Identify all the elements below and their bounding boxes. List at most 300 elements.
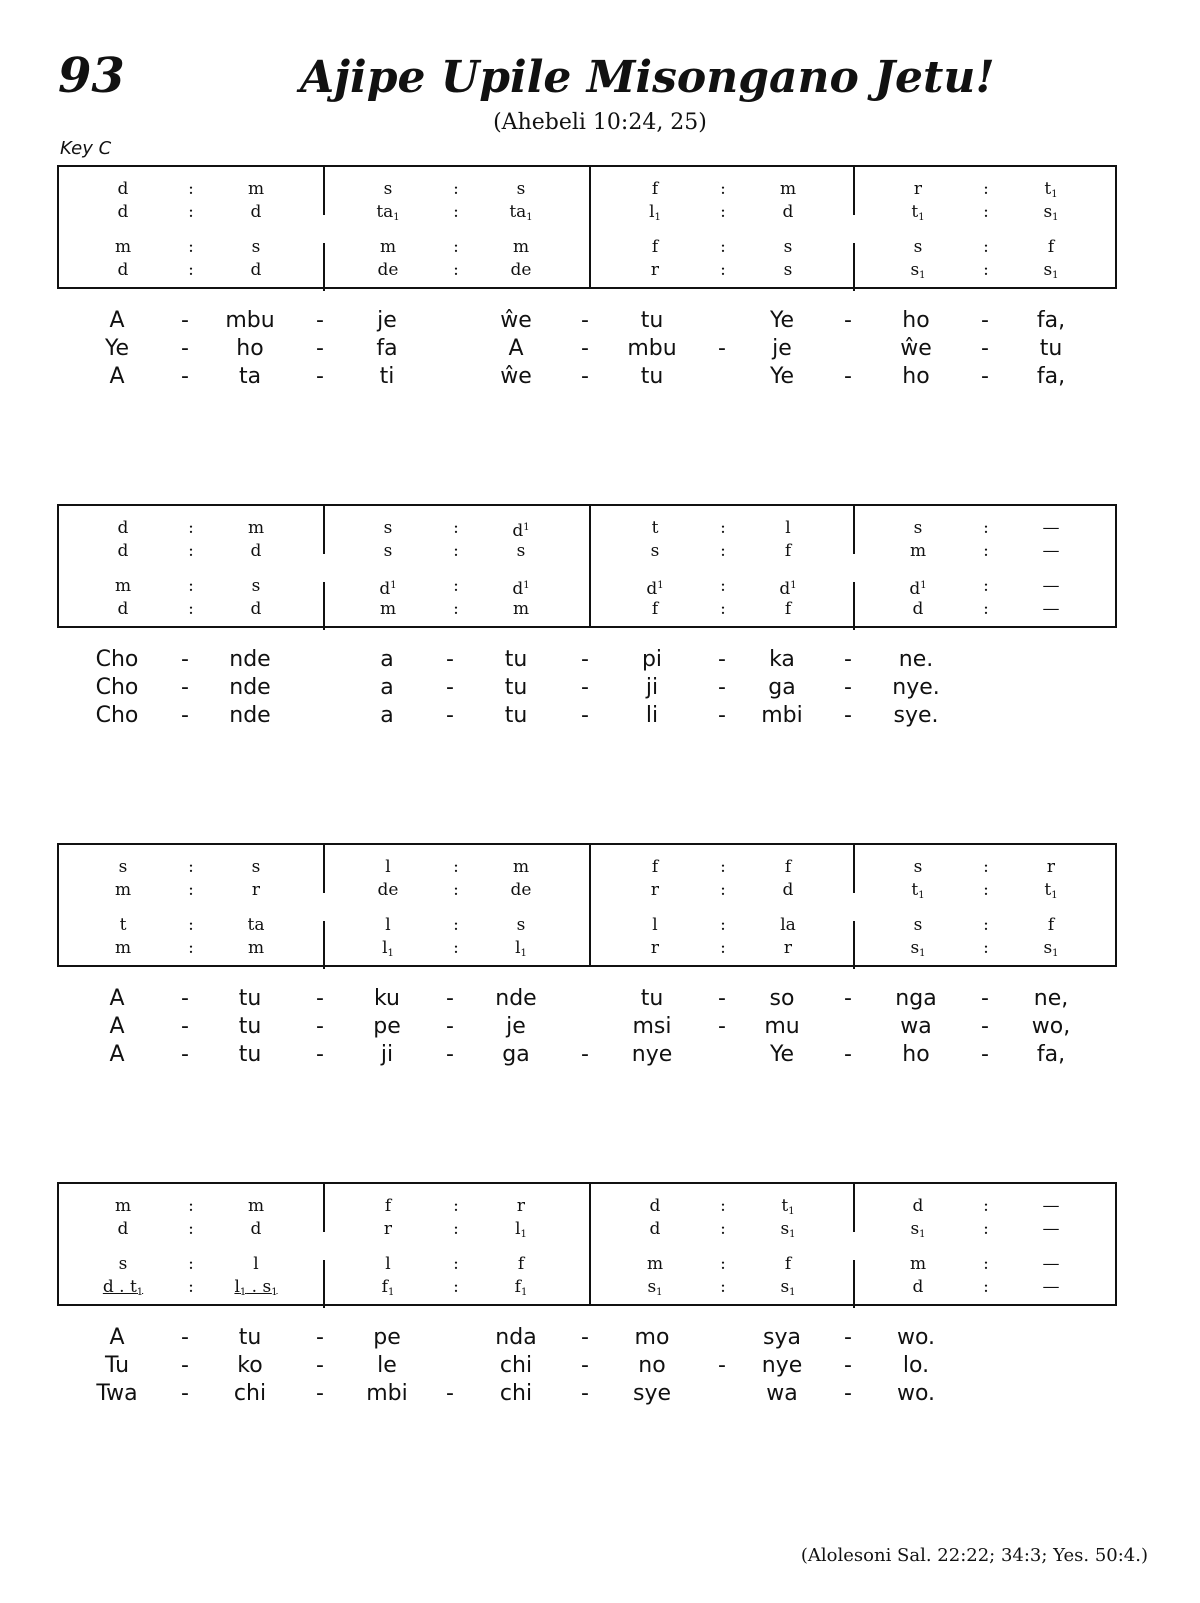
beat-separator: : xyxy=(983,1254,989,1274)
syllable-hyphen: - xyxy=(581,1325,589,1350)
lyric-syllable: A xyxy=(109,986,125,1011)
beat-separator: : xyxy=(188,1219,194,1239)
lyric-syllable: nde xyxy=(229,675,271,700)
note: — xyxy=(1042,1196,1060,1216)
note: $d^1$ xyxy=(512,521,530,541)
syllable-hyphen: - xyxy=(844,1353,852,1378)
lyric-syllable: chi xyxy=(233,1381,267,1406)
syllable-hyphen: - xyxy=(718,1014,726,1039)
note: d xyxy=(250,202,262,222)
lyric-syllable: sye. xyxy=(893,703,939,728)
lyric-syllable: mo xyxy=(634,1325,670,1350)
note: m xyxy=(512,237,530,257)
lyric-syllable: A xyxy=(109,1042,125,1067)
note: la xyxy=(780,915,796,935)
note: m xyxy=(247,179,265,199)
lyric-syllable: mbu xyxy=(225,308,275,333)
note: f xyxy=(1047,237,1055,257)
lyric-syllable: fa, xyxy=(1036,308,1066,333)
measure xyxy=(854,506,1119,626)
lyric-syllable: wo. xyxy=(896,1325,936,1350)
key-signature: Key C xyxy=(60,138,112,159)
measure xyxy=(324,845,589,965)
lyric-syllable: nye xyxy=(631,1042,673,1067)
syllable-hyphen: - xyxy=(718,336,726,361)
syllable-hyphen: - xyxy=(316,1325,324,1350)
note: m xyxy=(114,576,132,596)
note: $d^1$ xyxy=(379,579,397,599)
lyric-syllable: ji xyxy=(380,1042,394,1067)
note: s xyxy=(913,237,923,257)
beat-separator: : xyxy=(453,202,459,222)
note: d xyxy=(250,541,262,561)
hymn-number: 93 xyxy=(58,48,125,104)
syllable-hyphen: - xyxy=(981,308,989,333)
note: s xyxy=(118,857,128,877)
note: $s_1$ xyxy=(910,1219,926,1240)
beat-separator: : xyxy=(720,518,726,538)
lyric-syllable: wa xyxy=(900,1014,932,1039)
notation-system-2 xyxy=(57,504,1117,628)
lyric-syllable: mu xyxy=(764,1014,800,1039)
syllable-hyphen: - xyxy=(581,647,589,672)
lyric-syllable: msi xyxy=(632,1014,672,1039)
note: r xyxy=(251,880,261,900)
lyric-syllable: wa xyxy=(766,1381,798,1406)
lyric-syllable: je xyxy=(772,336,792,361)
syllable-hyphen: - xyxy=(581,675,589,700)
lyric-syllable: chi xyxy=(499,1381,533,1406)
lyric-syllable: Cho xyxy=(95,647,139,672)
lyric-syllable: ŵe xyxy=(900,336,932,361)
syllable-hyphen: - xyxy=(181,675,189,700)
lyric-syllable: A xyxy=(109,364,125,389)
note: m xyxy=(114,1196,132,1216)
note: s xyxy=(783,260,793,280)
lyric-syllable: Tu xyxy=(104,1353,130,1378)
syllable-hyphen: - xyxy=(718,703,726,728)
lyric-syllable: ne, xyxy=(1033,986,1069,1011)
note: de xyxy=(377,880,399,900)
syllable-hyphen: - xyxy=(981,364,989,389)
note: $t_1$ xyxy=(1044,179,1058,200)
note: $l_1$ xyxy=(515,1219,527,1240)
syllable-hyphen: - xyxy=(316,986,324,1011)
syllable-hyphen: - xyxy=(316,336,324,361)
lyric-syllable: ta xyxy=(238,364,262,389)
beat-separator: : xyxy=(453,880,459,900)
measure xyxy=(854,1184,1119,1304)
beat-separator: : xyxy=(983,518,989,538)
hymn-title: Ajipe Upile Misongano Jetu! xyxy=(300,52,995,103)
note: ta xyxy=(247,915,265,935)
lyric-syllable: li xyxy=(645,703,659,728)
note: $d^1$ xyxy=(909,579,927,599)
note: m xyxy=(247,938,265,958)
note: d xyxy=(250,260,262,280)
note: de xyxy=(510,260,532,280)
lyric-syllable: A xyxy=(109,308,125,333)
beat-separator: : xyxy=(983,202,989,222)
lyric-syllable: lo. xyxy=(902,1353,930,1378)
note: $l_1$ xyxy=(515,938,527,959)
note: m xyxy=(909,1254,927,1274)
note: $t_1$ xyxy=(1044,880,1058,901)
syllable-hyphen: - xyxy=(446,986,454,1011)
lyric-syllable: chi xyxy=(499,1353,533,1378)
lyric-syllable: tu xyxy=(640,364,664,389)
note: — xyxy=(1042,599,1060,619)
beat-separator: : xyxy=(453,1277,459,1297)
note: $t_1$ xyxy=(911,202,925,223)
lyric-syllable: nye xyxy=(761,1353,803,1378)
note: $d^1$ xyxy=(779,579,797,599)
lyric-syllable: nga xyxy=(895,986,937,1011)
lyric-syllable: ga xyxy=(502,1042,530,1067)
syllable-hyphen: - xyxy=(446,1042,454,1067)
lyrics-block-3 xyxy=(0,985,1200,1075)
lyric-syllable: ŵe xyxy=(500,364,532,389)
syllable-hyphen: - xyxy=(181,1325,189,1350)
lyric-syllable: ho xyxy=(902,308,930,333)
lyric-syllable: ho xyxy=(902,1042,930,1067)
note: d xyxy=(250,599,262,619)
note: $t_1$ xyxy=(781,1196,795,1217)
lyric-syllable: tu xyxy=(640,986,664,1011)
beat-separator: : xyxy=(983,1277,989,1297)
beat-separator: : xyxy=(983,179,989,199)
note: $ta_1$ xyxy=(509,202,533,223)
note: l xyxy=(385,1254,391,1274)
note: $d^1$ xyxy=(512,579,530,599)
note: f xyxy=(651,179,659,199)
beat-separator: : xyxy=(453,938,459,958)
note: f xyxy=(1047,915,1055,935)
lyric-syllable: A xyxy=(109,1325,125,1350)
beat-separator: : xyxy=(983,1196,989,1216)
lyric-syllable: ho xyxy=(902,364,930,389)
lyric-syllable: le xyxy=(377,1353,397,1378)
syllable-hyphen: - xyxy=(844,1042,852,1067)
note: m xyxy=(379,237,397,257)
note: — xyxy=(1042,518,1060,538)
note: f xyxy=(651,599,659,619)
lyric-syllable: fa, xyxy=(1036,1042,1066,1067)
lyric-syllable: mbi xyxy=(366,1381,408,1406)
syllable-hyphen: - xyxy=(181,336,189,361)
note: r xyxy=(650,880,660,900)
beat-separator: : xyxy=(720,541,726,561)
note: m xyxy=(247,1196,265,1216)
beat-separator: : xyxy=(720,260,726,280)
syllable-hyphen: - xyxy=(581,336,589,361)
note: f xyxy=(784,857,792,877)
beat-separator: : xyxy=(188,576,194,596)
beat-separator: : xyxy=(720,576,726,596)
lyric-syllable: ŵe xyxy=(500,308,532,333)
measure xyxy=(324,506,589,626)
note: $f_1$ xyxy=(514,1277,528,1298)
syllable-hyphen: - xyxy=(718,1353,726,1378)
note: $d^1$ xyxy=(646,579,664,599)
beat-separator: : xyxy=(453,260,459,280)
beat-separator: : xyxy=(188,541,194,561)
syllable-hyphen: - xyxy=(981,986,989,1011)
beat-separator: : xyxy=(188,938,194,958)
measure xyxy=(324,167,589,287)
syllable-hyphen: - xyxy=(844,647,852,672)
note: s xyxy=(383,179,393,199)
notation-system-4 xyxy=(57,1182,1117,1306)
beat-separator: : xyxy=(453,237,459,257)
syllable-hyphen: - xyxy=(844,364,852,389)
footer-reference: (Alolesoni Sal. 22:22; 34:3; Yes. 50:4.) xyxy=(800,1545,1148,1566)
lyric-syllable: wo, xyxy=(1031,1014,1071,1039)
beat-separator: : xyxy=(983,857,989,877)
lyric-syllable: a xyxy=(380,647,394,672)
beat-separator: : xyxy=(188,857,194,877)
syllable-hyphen: - xyxy=(844,675,852,700)
note: m xyxy=(512,599,530,619)
syllable-hyphen: - xyxy=(446,675,454,700)
lyric-syllable: pi xyxy=(641,647,663,672)
lyric-syllable: fa, xyxy=(1036,364,1066,389)
beat-separator: : xyxy=(453,857,459,877)
lyric-syllable: a xyxy=(380,675,394,700)
note: f xyxy=(784,1254,792,1274)
lyric-syllable: ka xyxy=(769,647,795,672)
note: f xyxy=(384,1196,392,1216)
beat-separator: : xyxy=(188,518,194,538)
lyric-syllable: ji xyxy=(645,675,659,700)
note: r xyxy=(650,938,660,958)
note: d xyxy=(117,260,129,280)
lyric-syllable: nda xyxy=(495,1325,537,1350)
beat-separator: : xyxy=(453,1196,459,1216)
note: de xyxy=(510,880,532,900)
note: d xyxy=(649,1196,661,1216)
note: d xyxy=(117,599,129,619)
note: r xyxy=(650,260,660,280)
note: d xyxy=(912,599,924,619)
note: d xyxy=(117,518,129,538)
syllable-hyphen: - xyxy=(844,308,852,333)
lyric-syllable: tu xyxy=(1039,336,1063,361)
lyric-syllable: Ye xyxy=(769,1042,795,1067)
note: m xyxy=(379,599,397,619)
lyric-syllable: A xyxy=(109,1014,125,1039)
note: s xyxy=(913,915,923,935)
beat-separator: : xyxy=(453,179,459,199)
note: $s_1$ xyxy=(1043,202,1059,223)
lyric-syllable: nde xyxy=(495,986,537,1011)
beat-separator: : xyxy=(188,1254,194,1274)
note: — xyxy=(1042,1277,1060,1297)
measure xyxy=(59,167,324,287)
syllable-hyphen: - xyxy=(844,1381,852,1406)
lyric-syllable: ku xyxy=(373,986,400,1011)
syllable-hyphen: - xyxy=(981,1014,989,1039)
note: d xyxy=(782,880,794,900)
note: d xyxy=(117,541,129,561)
syllable-hyphen: - xyxy=(446,1014,454,1039)
lyric-syllable: nye. xyxy=(892,675,940,700)
measure xyxy=(589,167,856,287)
measure xyxy=(59,845,324,965)
note: de xyxy=(377,260,399,280)
beat-separator: : xyxy=(720,237,726,257)
note: s xyxy=(650,541,660,561)
beat-separator: : xyxy=(720,915,726,935)
note: l xyxy=(652,915,658,935)
lyric-syllable: tu xyxy=(504,647,528,672)
note: $l_1$ . $s_1$ xyxy=(234,1277,278,1298)
syllable-hyphen: - xyxy=(446,1381,454,1406)
syllable-hyphen: - xyxy=(316,364,324,389)
syllable-hyphen: - xyxy=(446,703,454,728)
beat-separator: : xyxy=(188,260,194,280)
note: s xyxy=(913,857,923,877)
lyric-syllable: tu xyxy=(504,703,528,728)
syllable-hyphen: - xyxy=(316,1042,324,1067)
measure xyxy=(589,845,856,965)
lyric-syllable: tu xyxy=(238,986,262,1011)
beat-separator: : xyxy=(188,1196,194,1216)
lyric-syllable: Ye xyxy=(769,364,795,389)
lyric-syllable: Ye xyxy=(769,308,795,333)
syllable-hyphen: - xyxy=(581,1353,589,1378)
lyric-syllable: nde xyxy=(229,703,271,728)
note: m xyxy=(512,857,530,877)
lyric-syllable: sya xyxy=(763,1325,801,1350)
syllable-hyphen: - xyxy=(181,1353,189,1378)
lyric-syllable: je xyxy=(377,308,397,333)
syllable-hyphen: - xyxy=(981,336,989,361)
lyric-syllable: ko xyxy=(237,1353,263,1378)
beat-separator: : xyxy=(453,541,459,561)
measure xyxy=(589,506,856,626)
lyric-syllable: so xyxy=(769,986,795,1011)
syllable-hyphen: - xyxy=(581,364,589,389)
lyric-syllable: wo. xyxy=(896,1381,936,1406)
lyric-syllable: tu xyxy=(238,1325,262,1350)
note: — xyxy=(1042,541,1060,561)
syllable-hyphen: - xyxy=(316,1353,324,1378)
lyric-syllable: Cho xyxy=(95,675,139,700)
beat-separator: : xyxy=(188,915,194,935)
note: d xyxy=(649,1219,661,1239)
note: $s_1$ xyxy=(780,1277,796,1298)
note: $s_1$ xyxy=(1043,260,1059,281)
note: f xyxy=(517,1254,525,1274)
beat-separator: : xyxy=(720,938,726,958)
lyric-syllable: ga xyxy=(768,675,796,700)
note: $s_1$ xyxy=(910,260,926,281)
note: t xyxy=(119,915,127,935)
beat-separator: : xyxy=(983,880,989,900)
syllable-hyphen: - xyxy=(718,675,726,700)
note: $ta_1$ xyxy=(376,202,400,223)
lyrics-block-1 xyxy=(0,307,1200,397)
beat-separator: : xyxy=(983,541,989,561)
beat-separator: : xyxy=(453,518,459,538)
measure xyxy=(854,167,1119,287)
note: d xyxy=(912,1196,924,1216)
beat-separator: : xyxy=(983,576,989,596)
note: l xyxy=(785,518,791,538)
syllable-hyphen: - xyxy=(181,647,189,672)
lyric-syllable: A xyxy=(508,336,524,361)
lyric-syllable: nde xyxy=(229,647,271,672)
note: s xyxy=(516,541,526,561)
lyric-syllable: ho xyxy=(236,336,264,361)
beat-separator: : xyxy=(983,915,989,935)
note: f xyxy=(651,857,659,877)
lyric-syllable: tu xyxy=(238,1042,262,1067)
note: r xyxy=(783,938,793,958)
syllable-hyphen: - xyxy=(181,1042,189,1067)
beat-separator: : xyxy=(720,880,726,900)
note: s xyxy=(516,179,526,199)
measure xyxy=(589,1184,856,1304)
note: r xyxy=(913,179,923,199)
note: d . $t_1$ xyxy=(102,1277,144,1298)
note: d xyxy=(250,1219,262,1239)
note: r xyxy=(516,1196,526,1216)
lyric-syllable: tu xyxy=(238,1014,262,1039)
note: d xyxy=(117,179,129,199)
note: m xyxy=(114,880,132,900)
note: s xyxy=(251,857,261,877)
note: f xyxy=(784,541,792,561)
syllable-hyphen: - xyxy=(718,986,726,1011)
lyric-syllable: je xyxy=(506,1014,526,1039)
lyric-syllable: Ye xyxy=(104,336,130,361)
note: $s_1$ xyxy=(780,1219,796,1240)
note: f xyxy=(784,599,792,619)
lyric-syllable: no xyxy=(638,1353,666,1378)
note: $s_1$ xyxy=(647,1277,663,1298)
lyric-syllable: ti xyxy=(379,364,395,389)
note: l xyxy=(385,915,391,935)
syllable-hyphen: - xyxy=(844,1325,852,1350)
hymn-scripture-reference: (Ahebeli 10:24, 25) xyxy=(493,110,707,135)
lyric-syllable: Cho xyxy=(95,703,139,728)
note: $l_1$ xyxy=(382,938,394,959)
note: s xyxy=(783,237,793,257)
syllable-hyphen: - xyxy=(581,703,589,728)
note: f xyxy=(651,237,659,257)
note: l xyxy=(253,1254,259,1274)
note: $t_1$ xyxy=(911,880,925,901)
lyric-syllable: sye xyxy=(632,1381,672,1406)
lyric-syllable: pe xyxy=(373,1014,401,1039)
note: d xyxy=(912,1277,924,1297)
beat-separator: : xyxy=(720,599,726,619)
note: m xyxy=(779,179,797,199)
lyric-syllable: Twa xyxy=(96,1381,138,1406)
note: s xyxy=(251,237,261,257)
syllable-hyphen: - xyxy=(446,647,454,672)
beat-separator: : xyxy=(453,599,459,619)
lyric-syllable: tu xyxy=(504,675,528,700)
note: s xyxy=(383,541,393,561)
syllable-hyphen: - xyxy=(844,986,852,1011)
measure xyxy=(59,506,324,626)
beat-separator: : xyxy=(188,880,194,900)
lyric-syllable: mbu xyxy=(627,336,677,361)
beat-separator: : xyxy=(453,1254,459,1274)
